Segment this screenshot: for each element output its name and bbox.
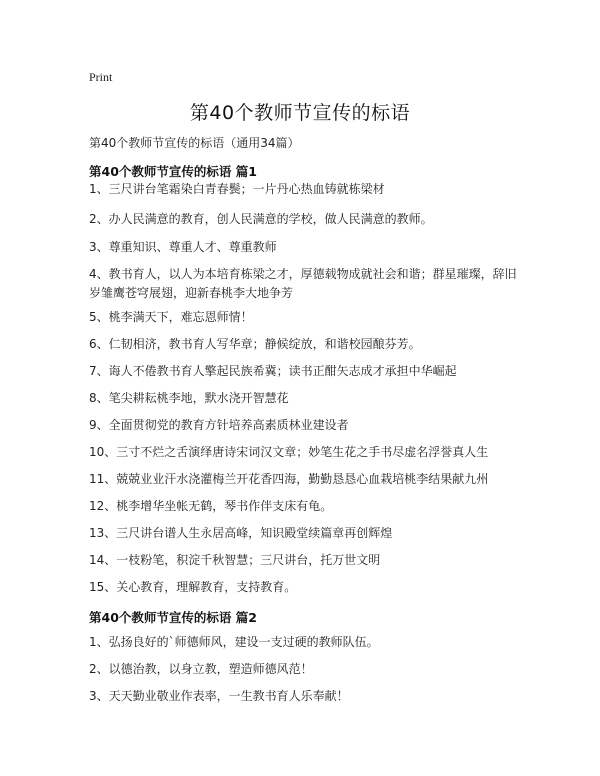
slogan-item: 13、三尺讲台谱人生永居高峰，知识殿堂续篇章再创辉煌	[89, 526, 393, 540]
slogan-item: 9、全面贯彻党的教育方针培养高素质林业建设者	[89, 418, 349, 432]
slogan-item: 14、一枝粉笔，积淀千秋智慧；三尺讲台，托万世文明	[89, 553, 381, 567]
slogan-item: 1、三尺讲台笔霜染白青春鬓；一片丹心热血铸就栋梁材	[89, 182, 385, 196]
slogan-item: 11、兢兢业业汗水浇灌梅兰开花香四海，勤勤恳恳心血栽培桃李结果献九州	[89, 472, 489, 486]
slogan-item: 6、仁韧相济，教书育人写华章；静候绽放，和谐校园酿芬芳。	[89, 337, 421, 351]
slogan-item: 10、三寸不烂之舌演绎唐诗宋词汉文章；妙笔生花之手书尽虚名浮誉真人生	[89, 445, 489, 459]
slogan-item: 15、关心教育，理解教育，支持教育。	[89, 580, 297, 594]
slogan-item: 12、桃李增华坐帐无鹤，琴书作伴支床有龟。	[89, 499, 333, 513]
slogan-item: 4、教书育人，以人为本培育栋梁之才，厚德载物成就社会和谐；群星璀璨，辞旧岁雏鹰苍穹展翅，迎新春桃李大地争芳	[89, 267, 517, 300]
slogan-item: 3、天天勤业敬业作表率，一生教书育人乐奉献！	[89, 689, 349, 703]
page-title: 第40个教师节宣传的标语	[189, 102, 411, 124]
document-subtitle: 第40个教师节宣传的标语（通用34篇）	[89, 136, 300, 150]
slogan-item: 1、弘扬良好的`师德师风，建设一支过硬的教师队伍。	[89, 635, 379, 649]
section-heading-2: 第40个教师节宣传的标语 篇2	[89, 610, 257, 625]
slogan-item: 5、桃李满天下，难忘恩师情！	[89, 310, 253, 324]
slogan-item: 7、诲人不倦教书育人擎起民族希冀；读书正酣矢志成才承担中华崛起	[89, 364, 457, 378]
slogan-item: 3、尊重知识、尊重人才、尊重教师	[89, 240, 277, 254]
slogan-item: 2、办人民满意的教育，创人民满意的学校，做人民满意的教师。	[89, 212, 433, 226]
slogan-item: 8、笔尖耕耘桃李地，默水浇开智慧花	[89, 391, 289, 405]
print-link[interactable]: Print	[89, 70, 113, 84]
section-heading-1: 第40个教师节宣传的标语 篇1	[89, 164, 257, 179]
slogan-item: 2、以德治教，以身立教，塑造师德风范！	[89, 662, 313, 676]
